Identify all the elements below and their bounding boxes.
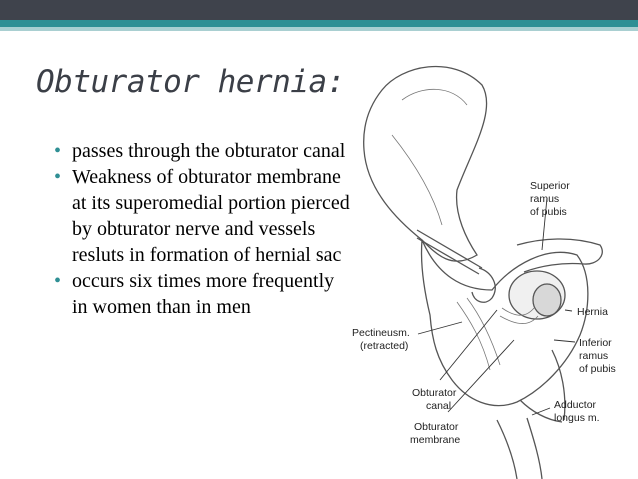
iliac-wing-outline — [364, 66, 487, 261]
slide-title: Obturator hernia: — [36, 64, 345, 100]
label-superior-ramus: Superior ramus of pubis — [530, 180, 570, 218]
bullet-dot-icon: • — [54, 140, 62, 162]
bullet-text: passes through the obturator canal — [72, 140, 346, 162]
leader-pectineus — [418, 322, 462, 334]
hernia-sac — [533, 284, 561, 316]
bullet-text: occurs six times more frequently in women than in men — [72, 270, 335, 318]
label-inferior-ramus: Inferior ramus of pubis — [579, 337, 616, 375]
label-obturator-canal: Obturator canal — [412, 387, 457, 412]
bullet-item — [52, 164, 352, 268]
retractor-handle — [417, 230, 482, 274]
bullet-item — [52, 138, 352, 164]
pelvis-drawing — [342, 40, 638, 479]
retractor-blade — [472, 268, 495, 302]
header-stripe-light — [0, 27, 638, 31]
label-obturator-membrane: Obturator membrane — [410, 421, 461, 446]
iliac-inner-contour — [392, 89, 467, 225]
bullet-text: Weakness of obturator membrane at its superomedial portion pierced by obturator nerve and vessels resluts in formation of hernial sac — [72, 166, 350, 266]
bullet-item — [52, 268, 352, 320]
pectineus-muscle — [457, 298, 500, 370]
label-hernia: Hernia — [577, 306, 608, 318]
header-stripe-teal — [0, 20, 638, 27]
label-pectineus: Pectineusm. (retracted) — [352, 327, 410, 352]
leader-obturator-membrane — [448, 340, 514, 412]
leader-hernia — [565, 310, 572, 311]
superior-ramus — [517, 239, 602, 272]
anatomy-illustration — [342, 40, 638, 479]
header-band — [0, 0, 638, 20]
leader-obturator-canal — [440, 310, 497, 380]
bullet-dot-icon: • — [54, 270, 62, 292]
bullet-list — [52, 138, 352, 320]
leader-inferior-ramus — [554, 340, 575, 342]
bullet-dot-icon: • — [54, 166, 62, 188]
adductor-longus — [497, 418, 542, 479]
label-adductor: Adductor longus m. — [554, 399, 600, 424]
